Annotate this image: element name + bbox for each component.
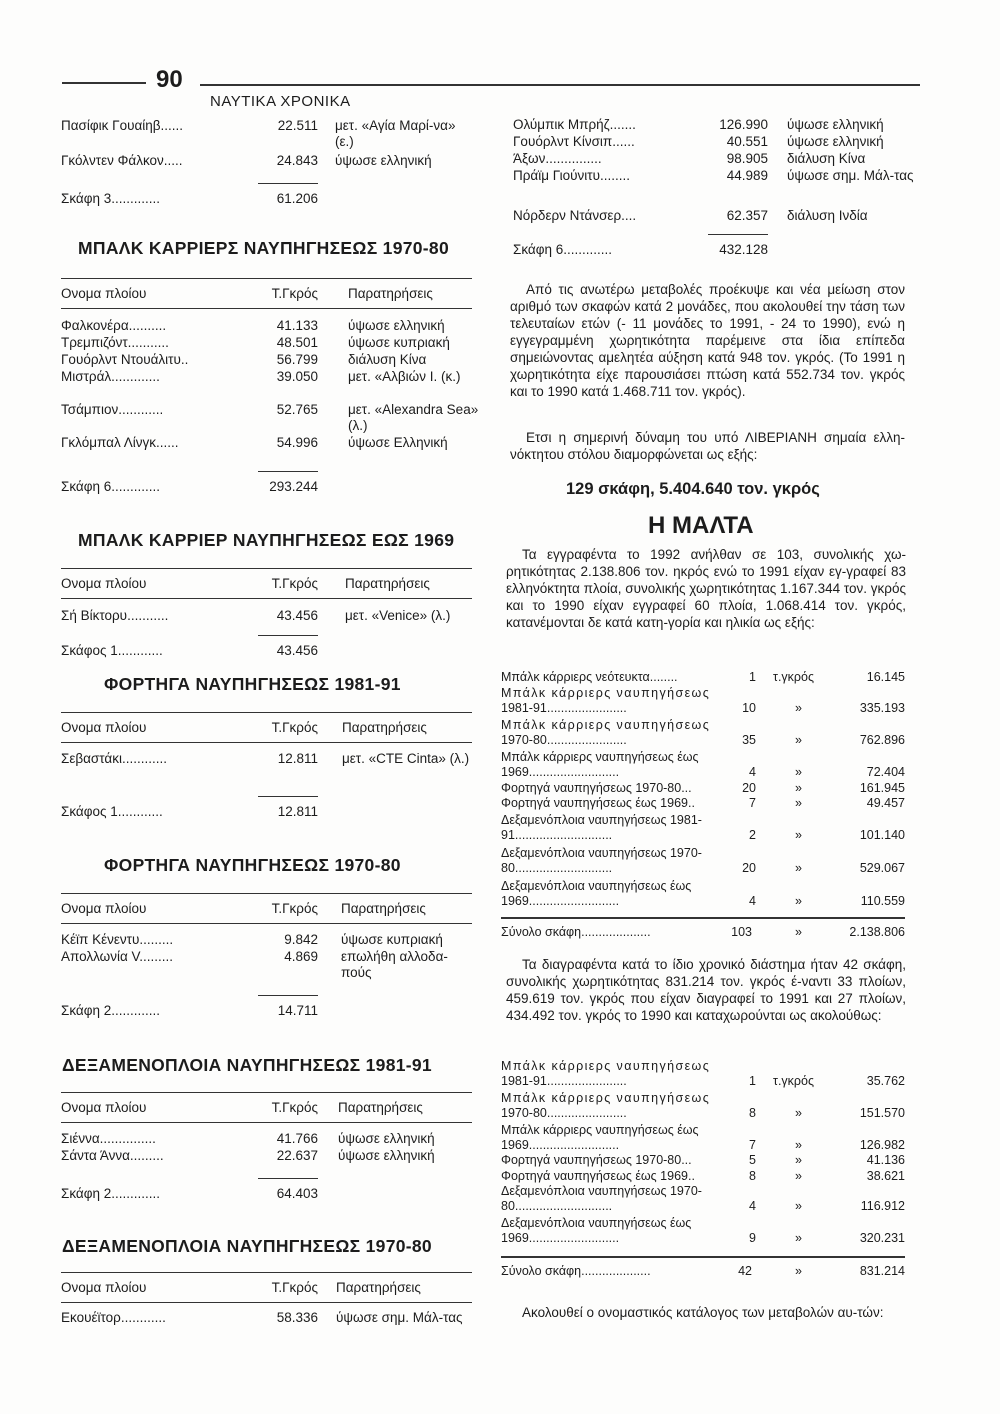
- paragraph: Τα εγγραφέντα το 1992 ανήλθαν σε 103, συνολικής χω-ρητικότητας 2.138.806 τον. ηκρός ενώ το 1991 είχαν εγ-γραφεί 83 ελληνόκτητα πλοία, συνολικής χωρητικότητας 1.167.344 τον. γκρός και το 1990 είχαν εγγραφεί 60 πλοία, 1.068.414 τον. γκρός, κατανέμονται δε κατά κατη-γορία και ηλικία ως εξής:: [506, 547, 906, 630]
- total-label: Σύνολο σκάφη....................: [501, 925, 651, 939]
- header-rule-right: [200, 84, 920, 86]
- section-title: ΦΟΡΤΗΓΑ ΝΑΥΠΗΓΗΣΕΩΣ 1970-80: [104, 855, 401, 875]
- vessel-note: διάλυση Κίνα: [787, 151, 866, 166]
- vessel-grt: 52.765: [276, 402, 318, 417]
- vessel-count: 8: [749, 1169, 756, 1183]
- table-header-rule-bottom: [61, 308, 472, 309]
- vessel-name: Γκλόμπαλ Λίνγκ......: [61, 435, 179, 450]
- total-label: Σκάφος 1............: [61, 804, 163, 819]
- category-grt: 72.404: [866, 765, 905, 779]
- vessel-grt: 9.842: [284, 932, 318, 947]
- category-grt: 126.982: [859, 1138, 905, 1152]
- table-header-rule-top: [61, 893, 472, 894]
- total-rule: [708, 234, 768, 235]
- unit-label: »: [795, 765, 802, 779]
- vessel-count: 2: [749, 828, 756, 842]
- vessel-name: Νόρδερν Ντάνσερ....: [513, 208, 637, 223]
- category-grt: 35.762: [866, 1074, 905, 1088]
- vessel-note: ύψωσε Ελληνική: [348, 435, 448, 450]
- column-header-name: Ονομα πλοίου: [61, 576, 147, 591]
- category-grt: 49.457: [866, 796, 905, 810]
- category-label-cont: 1981-91.......................: [501, 1074, 627, 1088]
- table-header-rule-top: [61, 278, 472, 279]
- column-header-notes: Παρατηρήσεις: [336, 1280, 421, 1295]
- total-label: Σκάφη 6.............: [513, 242, 613, 257]
- vessel-grt: 12.811: [277, 751, 318, 766]
- vessel-grt: 44.989: [726, 168, 768, 183]
- unit-label: »: [795, 1138, 802, 1152]
- vessel-grt: 41.133: [276, 318, 318, 333]
- unit-label: »: [795, 796, 802, 810]
- column-header-grt: Τ.Γκρός: [271, 720, 318, 735]
- category-label: Φορτηγά ναυπηγήσεως έως 1969..: [501, 796, 695, 810]
- column-header-notes: Παρατηρήσεις: [338, 1100, 423, 1115]
- unit-label: »: [795, 1199, 802, 1213]
- vessel-name: Σιέννα...............: [61, 1131, 156, 1146]
- total-grt: 831.214: [859, 1264, 905, 1278]
- vessel-note: επωλήθη αλλοδα-πούς: [341, 949, 448, 980]
- vessel-name: Μιστράλ.............: [61, 369, 160, 384]
- column-header-name: Ονομα πλοίου: [61, 901, 147, 916]
- table-total-rule: [501, 1256, 905, 1258]
- vessel-note: διάλυση Κίνα: [348, 352, 427, 367]
- vessel-count: 4: [749, 765, 756, 779]
- unit-label: τ.γκρός: [773, 670, 814, 684]
- table-header-rule-top: [61, 568, 472, 569]
- total-label: Σκάφος 1............: [61, 643, 163, 658]
- vessel-note: ύψωσε ελληνική: [787, 134, 884, 149]
- category-label-cont: 1970-80.......................: [501, 1106, 627, 1120]
- table-header-rule-bottom: [61, 1122, 472, 1123]
- category-grt: 151.570: [859, 1106, 905, 1120]
- total-grt: 2.138.806: [849, 925, 905, 939]
- total-label: Σκάφη 2.............: [61, 1003, 161, 1018]
- vessel-grt: 98.905: [726, 151, 768, 166]
- vessel-count: 4: [749, 894, 756, 908]
- paragraph: Τα διαγραφέντα κατά το ίδιο χρονικό διάστημα ήταν 42 σκάφη, συνολικής χωρητικότητας 831.214 τον. γκρός έ-ναντι 33 πλοίων, 459.619 τον. γκρός που είχαν διαγραφεί το 1991 και 27 πλοίων, 434.492 τον. γκρός το 1990 και καταχωρούνται ως ακολούθως:: [506, 957, 906, 1023]
- column-header-notes: Παρατηρήσεις: [345, 576, 430, 591]
- vessel-note: ύψωσε σημ. Μάλ-τας: [787, 168, 914, 183]
- total-grt: 61.206: [276, 191, 318, 206]
- category-label: Μπάλκ κάρριερς νεότευκτα........: [501, 670, 678, 684]
- header-rule-left: [62, 82, 146, 84]
- vessel-note: ύψωσε ελληνική: [787, 117, 884, 132]
- vessel-note: μετ. «Alexandra Sea» (λ.): [348, 402, 479, 433]
- vessel-grt: 4.869: [284, 949, 318, 964]
- category-grt: 101.140: [859, 828, 905, 842]
- vessel-name: Γκόλντεν Φάλκον.....: [61, 153, 183, 168]
- section-title: ΔΕΞΑΜΕΝΟΠΛΟΙΑ ΝΑΥΠΗΓΗΣΕΩΣ 1981-91: [62, 1055, 432, 1075]
- column-header-name: Ονομα πλοίου: [61, 720, 147, 735]
- category-label: Μπάλκ κάρριερς ναυπηγήσεως έως: [501, 1123, 699, 1137]
- category-label: Μπάλκ κάρριερς ναυπηγήσεως: [501, 1091, 711, 1105]
- unit-label: »: [795, 861, 802, 875]
- vessel-name: Ολύμπικ Μπρήζ.......: [513, 117, 636, 132]
- column-header-notes: Παρατηρήσεις: [341, 901, 426, 916]
- paragraph: Από τις ανωτέρω μεταβολές προέκυψε και νέα μείωση στον αριθμό των σκαφών κατά 2 μονάδες, που ακολουθεί την τάση των τελευταίων ετών (- 11 μονάδες το 1991, - 24 το 1990), ενώ η εγγεγραμμένη χωρητικότητα παρέμεινε στα ίδια επίπεδα σημειώνοντας αμελητέα αύξηση κατά 948 τον. γκρός. (Το 1991 η χωρητικότητα είχε παρουσιάσει πτώση κατά 552.734 τον. γκρός και το 1990 κατά 1.468.711 τον. γκρός).: [510, 282, 905, 399]
- vessel-count: 7: [749, 1138, 756, 1152]
- unit-label: »: [795, 701, 802, 715]
- vessel-grt: 48.501: [276, 335, 318, 350]
- vessel-note: ύψωσε ελληνική: [338, 1148, 435, 1163]
- unit-label: »: [795, 1153, 802, 1167]
- vessel-grt: 62.357: [726, 208, 768, 223]
- section-title: ΦΟΡΤΗΓΑ ΝΑΥΠΗΓΗΣΕΩΣ 1981-91: [104, 674, 401, 694]
- total-rule: [258, 1178, 318, 1179]
- category-label-cont: 91............................: [501, 828, 613, 842]
- category-label: Δεξαμενόπλοια ναυπηγήσεως έως: [501, 879, 692, 893]
- vessel-note: μετ. «Αλβιών Ι. (κ.): [348, 369, 461, 384]
- total-rule: [258, 471, 318, 472]
- unit-label: »: [795, 894, 802, 908]
- total-grt: 12.811: [277, 804, 318, 819]
- page-number: 90: [156, 66, 183, 93]
- total-rule: [258, 635, 318, 636]
- total-rule: [258, 796, 318, 797]
- total-grt: 293.244: [269, 479, 318, 494]
- column-header-notes: Παρατηρήσεις: [342, 720, 427, 735]
- vessel-name: Σεβαστάκι............: [61, 751, 167, 766]
- vessel-count: 10: [742, 701, 756, 715]
- vessel-grt: 22.511: [277, 118, 318, 133]
- vessel-note: ύψωσε ελληνική: [335, 153, 432, 168]
- category-label-cont: 1969..........................: [501, 765, 620, 779]
- vessel-name: Πασίφικ Γουαίηβ......: [61, 118, 184, 133]
- section-title: ΜΠΑΛΚ ΚΑΡΡΙΕΡΣ ΝΑΥΠΗΓΗΣΕΩΣ 1970-80: [78, 238, 450, 258]
- category-label: Δεξαμενόπλοια ναυπηγήσεως έως: [501, 1216, 692, 1230]
- column-header-name: Ονομα πλοίου: [61, 1100, 147, 1115]
- category-grt: 762.896: [859, 733, 905, 747]
- section-title-malta: Η ΜΑΛΤΑ: [648, 512, 754, 539]
- table-total-rule: [501, 917, 905, 919]
- category-grt: 116.912: [860, 1199, 905, 1213]
- fleet-summary: 129 σκάφη, 5.404.640 τον. γκρός: [566, 480, 820, 498]
- total-grt: 64.403: [276, 1186, 318, 1201]
- vessel-name: Άξων...............: [513, 151, 602, 166]
- unit-label: »: [795, 733, 802, 747]
- category-grt: 41.136: [866, 1153, 905, 1167]
- vessel-note: διάλυση Ινδία: [787, 208, 868, 223]
- unit-label: »: [795, 781, 802, 795]
- vessel-note: μετ. «Venice» (λ.): [345, 608, 451, 623]
- category-label: Μπάλκ κάρριερς ναυπηγήσεως: [501, 718, 711, 732]
- column-header-notes: Παρατηρήσεις: [348, 286, 433, 301]
- total-grt: 432.128: [719, 242, 768, 257]
- vessel-count: 20: [742, 781, 756, 795]
- vessel-name: Σάντα Άννα.........: [61, 1148, 164, 1163]
- total-count: 103: [731, 925, 752, 939]
- unit-label: »: [795, 1264, 802, 1278]
- category-grt: 529.067: [859, 861, 905, 875]
- vessel-note: ύψωσε σημ. Μάλ-τας: [336, 1310, 463, 1325]
- column-header-grt: Τ.Γκρός: [271, 286, 318, 301]
- vessel-note: ύψωσε κυπριακή: [341, 932, 443, 947]
- category-label-cont: 80............................: [501, 1199, 613, 1213]
- vessel-count: 20: [742, 861, 756, 875]
- vessel-name: Φαλκονέρα..........: [61, 318, 167, 333]
- vessel-grt: 40.551: [726, 134, 768, 149]
- vessel-grt: 41.766: [276, 1131, 318, 1146]
- vessel-note: ύψωσε κυπριακή: [348, 335, 450, 350]
- total-label: Σκάφη 6.............: [61, 479, 161, 494]
- table-header-rule-bottom: [61, 598, 472, 599]
- vessel-grt: 43.456: [276, 608, 318, 623]
- total-label: Σκάφη 3.............: [61, 191, 161, 206]
- column-header-grt: Τ.Γκρός: [271, 576, 318, 591]
- category-label-cont: 1969..........................: [501, 1231, 620, 1245]
- vessel-note: μετ. «Αγία Μαρί-να» (ε.): [335, 118, 456, 149]
- total-grt: 14.711: [277, 1003, 318, 1018]
- vessel-name: Εκουέϊτορ............: [61, 1310, 166, 1325]
- section-title: ΜΠΑΛΚ ΚΑΡΡΙΕΡ ΝΑΥΠΗΓΗΣΕΩΣ ΕΩΣ 1969: [78, 530, 455, 550]
- category-label-cont: 1970-80.......................: [501, 733, 627, 747]
- unit-label: »: [795, 925, 802, 939]
- vessel-count: 1: [749, 1074, 756, 1088]
- column-header-name: Ονομα πλοίου: [61, 1280, 147, 1295]
- category-label: Φορτηγά ναυπηγήσεως έως 1969..: [501, 1169, 695, 1183]
- paragraph: Ετσι η σημερινή δύναμη του υπό ΛΙΒΕΡΙΑΝΗ σημαία ελλη-νόκτητου στόλου διαμορφώνεται ως εξής:: [510, 430, 905, 462]
- category-label: Δεξαμενόπλοια ναυπηγήσεως 1981-: [501, 813, 702, 827]
- category-grt: 38.621: [866, 1169, 905, 1183]
- category-label-cont: 80............................: [501, 861, 613, 875]
- vessel-name: Κέϊπ Κένεντυ.........: [61, 932, 174, 947]
- category-label: Μπάλκ κάρριερς ναυπηγήσεως: [501, 686, 711, 700]
- table-header-rule-bottom: [61, 923, 472, 924]
- category-label-cont: 1969..........................: [501, 1138, 620, 1152]
- vessel-grt: 58.336: [276, 1310, 318, 1325]
- column-header-grt: Τ.Γκρός: [271, 1280, 318, 1295]
- category-grt: 110.559: [860, 894, 905, 908]
- category-label: Φορτηγά ναυπηγήσεως 1970-80...: [501, 1153, 692, 1167]
- vessel-note: μετ. «CTE Cinta» (λ.): [342, 751, 470, 766]
- table-header-rule-top: [61, 1272, 472, 1273]
- total-label: Σύνολο σκάφη....................: [501, 1264, 651, 1278]
- total-rule: [258, 995, 318, 996]
- column-header-name: Ονομα πλοίου: [61, 286, 147, 301]
- category-label-cont: 1981-91.......................: [501, 701, 627, 715]
- table-header-rule-bottom: [61, 742, 472, 743]
- unit-label: »: [795, 1169, 802, 1183]
- category-label: Φορτηγά ναυπηγήσεως 1970-80...: [501, 781, 692, 795]
- category-label: Μπάλκ κάρριερς ναυπηγήσεως: [501, 1059, 711, 1073]
- vessel-count: 1: [749, 670, 756, 684]
- unit-label: τ.γκρός: [773, 1074, 814, 1088]
- category-label-cont: 1969..........................: [501, 894, 620, 908]
- vessel-name: Τρεμπιζόντ...........: [61, 335, 169, 350]
- table-header-rule-top: [61, 1092, 472, 1093]
- vessel-name: Γουόρλντ Κίνσιπ......: [513, 134, 635, 149]
- vessel-name: Σή Βίκτορυ...........: [61, 608, 169, 623]
- vessel-name: Πράϊμ Γιούνιτυ........: [513, 168, 630, 183]
- table-header-rule-top: [61, 712, 472, 713]
- category-grt: 320.231: [859, 1231, 905, 1245]
- vessel-note: ύψωσε ελληνική: [338, 1131, 435, 1146]
- category-label: Δεξαμενόπλοια ναυπηγήσεως 1970-: [501, 1184, 702, 1198]
- section-title: ΔΕΞΑΜΕΝΟΠΛΟΙΑ ΝΑΥΠΗΓΗΣΕΩΣ 1970-80: [62, 1236, 432, 1256]
- vessel-note: ύψωσε ελληνική: [348, 318, 445, 333]
- vessel-count: 4: [749, 1199, 756, 1213]
- vessel-grt: 54.996: [276, 435, 318, 450]
- category-label: Μπάλκ κάρριερς ναυπηγήσεως έως: [501, 750, 699, 764]
- vessel-name: Απολλωνία V.........: [61, 949, 174, 964]
- total-label: Σκάφη 2.............: [61, 1186, 161, 1201]
- table-header-rule-bottom: [61, 1302, 472, 1303]
- total-rule: [258, 183, 318, 184]
- vessel-count: 5: [749, 1153, 756, 1167]
- vessel-grt: 56.799: [276, 352, 318, 367]
- vessel-grt: 22.637: [276, 1148, 318, 1163]
- category-label: Δεξαμενόπλοια ναυπηγήσεως 1970-: [501, 846, 702, 860]
- column-header-grt: Τ.Γκρός: [271, 1100, 318, 1115]
- column-header-grt: Τ.Γκρός: [271, 901, 318, 916]
- vessel-grt: 24.843: [276, 153, 318, 168]
- category-grt: 161.945: [859, 781, 905, 795]
- vessel-count: 8: [749, 1106, 756, 1120]
- unit-label: »: [795, 828, 802, 842]
- total-grt: 43.456: [276, 643, 318, 658]
- vessel-name: Γουόρλντ Ντουάλιτυ..: [61, 352, 189, 367]
- category-grt: 16.145: [866, 670, 905, 684]
- category-grt: 335.193: [859, 701, 905, 715]
- vessel-count: 7: [749, 796, 756, 810]
- unit-label: »: [795, 1231, 802, 1245]
- unit-label: »: [795, 1106, 802, 1120]
- vessel-count: 35: [742, 733, 756, 747]
- journal-title: ΝΑΥΤΙΚΑ ΧΡΟΝΙΚΑ: [210, 93, 351, 110]
- total-count: 42: [738, 1264, 752, 1278]
- vessel-grt: 39.050: [276, 369, 318, 384]
- vessel-grt: 126.990: [719, 117, 768, 132]
- vessel-count: 9: [749, 1231, 756, 1245]
- paragraph: Ακολουθεί ο ονομαστικός κατάλογος των μεταβολών αυ-τών:: [522, 1305, 884, 1320]
- vessel-name: Τσάμπιον............: [61, 402, 164, 417]
